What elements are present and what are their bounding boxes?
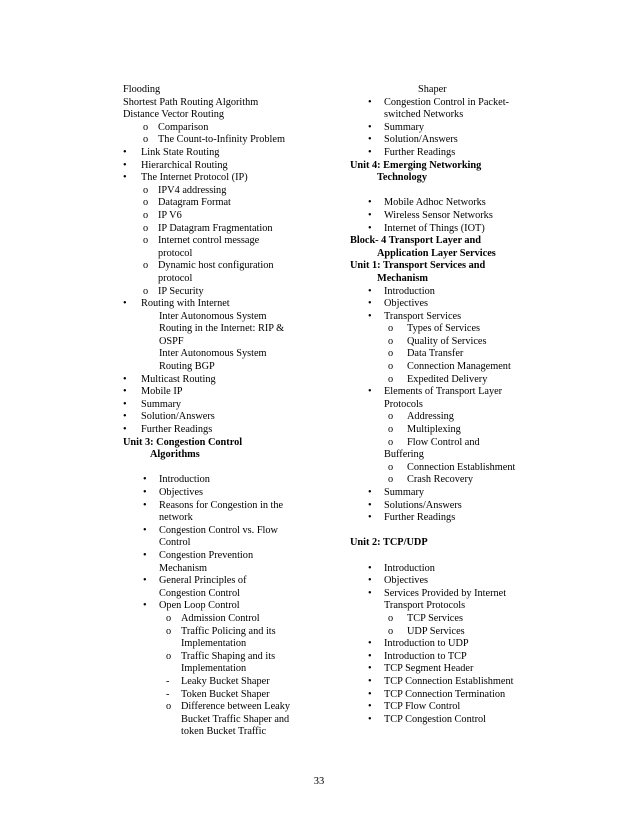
bullet-icon: • [143, 524, 147, 536]
line-text: Leaky Bucket Shaper [181, 675, 270, 687]
toc-line [123, 676, 343, 689]
blank-line [350, 550, 550, 563]
left-column [123, 84, 343, 739]
line-text: Further Readings [384, 146, 456, 158]
toc-line [123, 348, 343, 361]
line-text: Congestion Control vs. Flow [159, 524, 278, 536]
circle-bullet-icon: o [143, 209, 149, 221]
circle-bullet-icon: o [388, 411, 394, 423]
toc-line [350, 449, 550, 462]
line-text: Inter Autonomous System [159, 348, 267, 360]
line-text: Summary [384, 487, 425, 498]
line-text: Flooding [123, 84, 161, 95]
line-text: Multicast Routing [141, 373, 216, 385]
line-text: UDP Services [407, 625, 465, 637]
bullet-icon: • [368, 638, 372, 650]
toc-line [350, 361, 550, 374]
bullet-icon: • [368, 134, 372, 146]
toc-line [123, 537, 343, 550]
line-text: Protocols [384, 398, 423, 410]
line-text: Shaper [418, 84, 447, 95]
bullet-icon: • [123, 159, 127, 171]
line-text: Difference between Leaky [181, 701, 291, 713]
line-text: Connection Management [407, 361, 511, 373]
line-text: Mobile IP [141, 386, 183, 398]
line-text: Types of Services [407, 323, 481, 335]
line-text: Unit 3: Congestion Control [123, 436, 243, 448]
circle-bullet-icon: o [166, 612, 172, 624]
line-text: Quality of Services [407, 335, 487, 347]
line-text: Admission Control [181, 612, 260, 624]
circle-bullet-icon: o [388, 424, 394, 436]
line-text: Routing in the Internet: RIP & [159, 323, 285, 335]
toc-line [123, 550, 343, 563]
bullet-icon: • [368, 663, 372, 675]
bullet-icon: • [143, 600, 147, 612]
line-text: The Internet Protocol (IP) [141, 172, 248, 184]
line-text: switched Networks [384, 109, 464, 121]
toc-line [123, 525, 343, 538]
toc-line [350, 701, 550, 714]
toc-line [350, 613, 550, 626]
bullet-icon: • [123, 424, 127, 436]
toc-line [123, 714, 343, 727]
line-text: Expedited Delivery [407, 373, 488, 385]
line-text: Open Loop Control [159, 600, 240, 612]
circle-bullet-icon: o [388, 361, 394, 373]
line-text: Wireless Sensor Networks [384, 209, 493, 221]
line-text: token Bucket Traffic [181, 726, 267, 738]
toc-line [350, 374, 550, 387]
bullet-icon: • [368, 386, 372, 398]
toc-line [350, 676, 550, 689]
line-text: TCP Congestion Control [384, 713, 487, 725]
toc-line [123, 286, 343, 299]
toc-line [350, 134, 550, 147]
bullet-icon: • [368, 222, 372, 234]
toc-line [123, 323, 343, 336]
toc-line [123, 726, 343, 739]
bullet-icon: • [368, 575, 372, 587]
toc-line [123, 210, 343, 223]
toc-line [350, 399, 550, 412]
toc-line [350, 563, 550, 576]
section-heading [350, 235, 550, 248]
circle-bullet-icon: o [388, 348, 394, 360]
line-text: Internet of Things (IOT) [384, 222, 485, 234]
bullet-icon: • [368, 562, 372, 574]
line-text: Unit 1: Transport Services and [350, 260, 486, 272]
line-text: Traffic Shaping and its [181, 650, 276, 662]
bullet-icon: • [368, 512, 372, 524]
bullet-icon: • [368, 688, 372, 700]
section-heading [123, 449, 343, 462]
circle-bullet-icon: o [143, 184, 149, 196]
bullet-icon: • [143, 499, 147, 511]
bullet-icon: • [368, 96, 372, 108]
line-text: Implementation [181, 663, 247, 675]
toc-line [123, 563, 343, 576]
toc-line [123, 638, 343, 651]
toc-line [123, 487, 343, 500]
toc-line [123, 109, 343, 122]
bullet-icon: • [123, 146, 127, 158]
bullet-icon: • [143, 575, 147, 587]
line-text: Mobile Adhoc Networks [384, 197, 486, 209]
line-text: Congestion Control [159, 587, 240, 599]
line-text: Inter Autonomous System [159, 310, 267, 322]
toc-line [123, 97, 343, 110]
bullet-icon: • [143, 487, 147, 498]
toc-line [123, 122, 343, 135]
line-text: TCP Connection Termination [384, 688, 506, 700]
bullet-icon: • [368, 713, 372, 725]
blank-line [350, 185, 550, 198]
line-text: Summary [141, 398, 182, 410]
toc-line [350, 714, 550, 727]
toc-line [350, 97, 550, 110]
toc-line [350, 689, 550, 702]
line-text: Solutions/Answers [384, 499, 462, 511]
page-number: 33 [313, 776, 325, 787]
circle-bullet-icon: o [388, 436, 394, 448]
line-text: Introduction [159, 474, 210, 486]
line-text: Unit 4: Emerging Networking [350, 159, 482, 171]
circle-bullet-icon: o [143, 134, 149, 146]
section-heading [350, 273, 550, 286]
toc-line [123, 172, 343, 185]
circle-bullet-icon: o [143, 222, 149, 234]
toc-line [350, 600, 550, 613]
bullet-icon: • [368, 675, 372, 687]
section-heading [350, 537, 550, 550]
circle-bullet-icon: o [166, 701, 172, 713]
line-text: Comparison [158, 121, 209, 133]
toc-line [350, 147, 550, 160]
line-text: General Principles of [159, 575, 247, 587]
section-heading [123, 437, 343, 450]
bullet-icon: • [368, 197, 372, 209]
toc-line [350, 424, 550, 437]
toc-line [350, 286, 550, 299]
section-heading [350, 160, 550, 173]
line-text: protocol [158, 247, 193, 259]
bullet-icon: • [123, 373, 127, 385]
line-text: Implementation [181, 638, 247, 650]
line-text: Data Transfer [407, 348, 464, 360]
toc-line [350, 311, 550, 324]
bullet-icon: • [123, 411, 127, 423]
toc-line [123, 575, 343, 588]
circle-bullet-icon: o [388, 335, 394, 347]
circle-bullet-icon: o [143, 197, 149, 209]
right-column [350, 84, 550, 726]
circle-bullet-icon: o [388, 612, 394, 624]
toc-line [350, 109, 550, 122]
toc-line [350, 348, 550, 361]
line-text: Internet control message [158, 235, 260, 247]
toc-line [123, 374, 343, 387]
toc-line [350, 197, 550, 210]
toc-line [350, 122, 550, 135]
circle-bullet-icon: o [143, 260, 149, 272]
line-text: Routing BGP [159, 361, 215, 373]
line-text: Mechanism [159, 562, 208, 574]
line-text: Objectives [384, 298, 429, 310]
bullet-icon: • [123, 172, 127, 184]
line-text: Further Readings [384, 512, 456, 524]
line-text: Routing with Internet [141, 298, 230, 310]
toc-line [123, 600, 343, 613]
toc-line [123, 248, 343, 261]
circle-bullet-icon: o [143, 285, 149, 297]
toc-line [123, 336, 343, 349]
line-text: Objectives [384, 575, 429, 587]
line-text: Algorithms [150, 449, 200, 461]
toc-line [123, 663, 343, 676]
line-text: Introduction to UDP [384, 638, 469, 650]
toc-line [350, 626, 550, 639]
toc-line [350, 651, 550, 664]
line-text: Introduction [384, 562, 435, 574]
bullet-icon: • [143, 549, 147, 561]
line-text: The Count-to-Infinity Problem [158, 134, 285, 146]
bullet-icon: • [123, 386, 127, 398]
circle-bullet-icon: o [388, 323, 394, 335]
line-text: IP V6 [158, 209, 182, 221]
line-text: Introduction to TCP [384, 650, 467, 662]
toc-line [123, 500, 343, 513]
toc-line [350, 512, 550, 525]
circle-bullet-icon: o [388, 373, 394, 385]
toc-line [350, 298, 550, 311]
section-heading [350, 172, 550, 185]
line-text: Hierarchical Routing [141, 159, 228, 171]
circle-bullet-icon: o [388, 461, 394, 473]
line-text: Services Provided by Internet [384, 587, 507, 599]
toc-line [350, 474, 550, 487]
line-text: Mechanism [377, 272, 428, 284]
line-text: TCP Flow Control [384, 701, 461, 713]
line-text: TCP Connection Establishment [384, 675, 514, 687]
line-text: Summary [384, 121, 425, 133]
toc-line [123, 651, 343, 664]
toc-line [123, 147, 343, 160]
blank-line [123, 462, 343, 475]
toc-line [350, 386, 550, 399]
toc-line [123, 411, 343, 424]
bullet-icon: • [368, 146, 372, 158]
circle-bullet-icon: o [388, 474, 394, 486]
bullet-icon: • [143, 474, 147, 486]
bullet-icon: • [368, 310, 372, 322]
toc-line [350, 500, 550, 513]
toc-line [123, 689, 343, 702]
bullet-icon: • [368, 298, 372, 310]
toc-line [350, 638, 550, 651]
toc-line [123, 613, 343, 626]
line-text: Bucket Traffic Shaper and [181, 713, 290, 725]
toc-line [350, 336, 550, 349]
bullet-icon: • [123, 398, 127, 410]
toc-line [123, 185, 343, 198]
toc-line [123, 235, 343, 248]
toc-line [350, 462, 550, 475]
dash-bullet-icon: - [166, 675, 170, 687]
toc-line [123, 386, 343, 399]
line-text: Congestion Control in Packet- [384, 96, 509, 108]
line-text: Control [159, 537, 191, 549]
line-text: Block- 4 Transport Layer and [350, 235, 482, 247]
circle-bullet-icon: o [143, 121, 149, 133]
bullet-icon: • [368, 701, 372, 713]
circle-bullet-icon: o [143, 235, 149, 247]
toc-line [123, 134, 343, 147]
section-heading [350, 260, 550, 273]
line-text: Link State Routing [141, 146, 220, 158]
line-text: Technology [377, 172, 427, 184]
toc-line [350, 575, 550, 588]
toc-line [123, 474, 343, 487]
section-heading [350, 248, 550, 261]
toc-line [123, 197, 343, 210]
line-text: protocol [158, 272, 193, 284]
line-text: Further Readings [141, 424, 213, 436]
line-text: Datagram Format [158, 197, 231, 209]
bullet-icon: • [368, 499, 372, 511]
blank-line [350, 525, 550, 538]
bullet-icon: • [368, 121, 372, 133]
line-text: Crash Recovery [407, 474, 474, 486]
toc-line [123, 424, 343, 437]
line-text: IP Datagram Fragmentation [158, 222, 273, 234]
toc-line [123, 260, 343, 273]
toc-line [350, 588, 550, 601]
toc-line [123, 701, 343, 714]
toc-line [350, 411, 550, 424]
line-text: OSPF [159, 335, 184, 347]
toc-line [123, 273, 343, 286]
dash-bullet-icon: - [166, 688, 170, 700]
line-text: Traffic Policing and its [181, 625, 276, 637]
line-text: Token Bucket Shaper [181, 688, 270, 700]
toc-line [123, 311, 343, 324]
line-text: Buffering [384, 449, 424, 461]
line-text: IPV4 addressing [158, 184, 227, 196]
bullet-icon: • [368, 587, 372, 599]
line-text: Connection Establishment [407, 461, 516, 473]
line-text: Solution/Answers [141, 411, 215, 423]
toc-line [123, 399, 343, 412]
bullet-icon: • [368, 650, 372, 662]
toc-line [350, 223, 550, 236]
toc-line [123, 512, 343, 525]
toc-line [123, 84, 343, 97]
line-text: IP Security [158, 285, 204, 297]
line-text: Transport Protocols [384, 600, 466, 612]
line-text: Objectives [159, 487, 204, 498]
line-text: Elements of Transport Layer [384, 386, 503, 398]
line-text: Flow Control and [407, 436, 480, 448]
toc-line [123, 160, 343, 173]
bullet-icon: • [368, 209, 372, 221]
line-text: Dynamic host configuration [158, 260, 274, 272]
bullet-icon: • [368, 285, 372, 297]
line-text: Addressing [407, 411, 454, 423]
line-text: TCP Segment Header [384, 663, 474, 675]
toc-line [123, 223, 343, 236]
line-text: Distance Vector Routing [123, 109, 225, 121]
toc-line [350, 84, 550, 97]
toc-line [123, 588, 343, 601]
toc-line [350, 663, 550, 676]
line-text: network [159, 512, 193, 524]
line-text: Unit 2: TCP/UDP [350, 537, 428, 549]
toc-line [350, 323, 550, 336]
line-text: Reasons for Congestion in the [159, 499, 284, 511]
line-text: Introduction [384, 285, 435, 297]
line-text: Multiplexing [407, 424, 461, 436]
line-text: Congestion Prevention [159, 549, 254, 561]
toc-line [350, 210, 550, 223]
toc-line [123, 361, 343, 374]
line-text: Transport Services [384, 310, 462, 322]
circle-bullet-icon: o [166, 650, 172, 662]
bullet-icon: • [123, 298, 127, 310]
toc-line [350, 437, 550, 450]
line-text: Application Layer Services [377, 247, 496, 259]
line-text: TCP Services [407, 612, 463, 624]
line-text: Shortest Path Routing Algorithm [123, 96, 259, 108]
bullet-icon: • [368, 487, 372, 498]
circle-bullet-icon: o [388, 625, 394, 637]
line-text: Solution/Answers [384, 134, 458, 146]
toc-line [123, 626, 343, 639]
circle-bullet-icon: o [166, 625, 172, 637]
toc-line [350, 487, 550, 500]
toc-line [123, 298, 343, 311]
